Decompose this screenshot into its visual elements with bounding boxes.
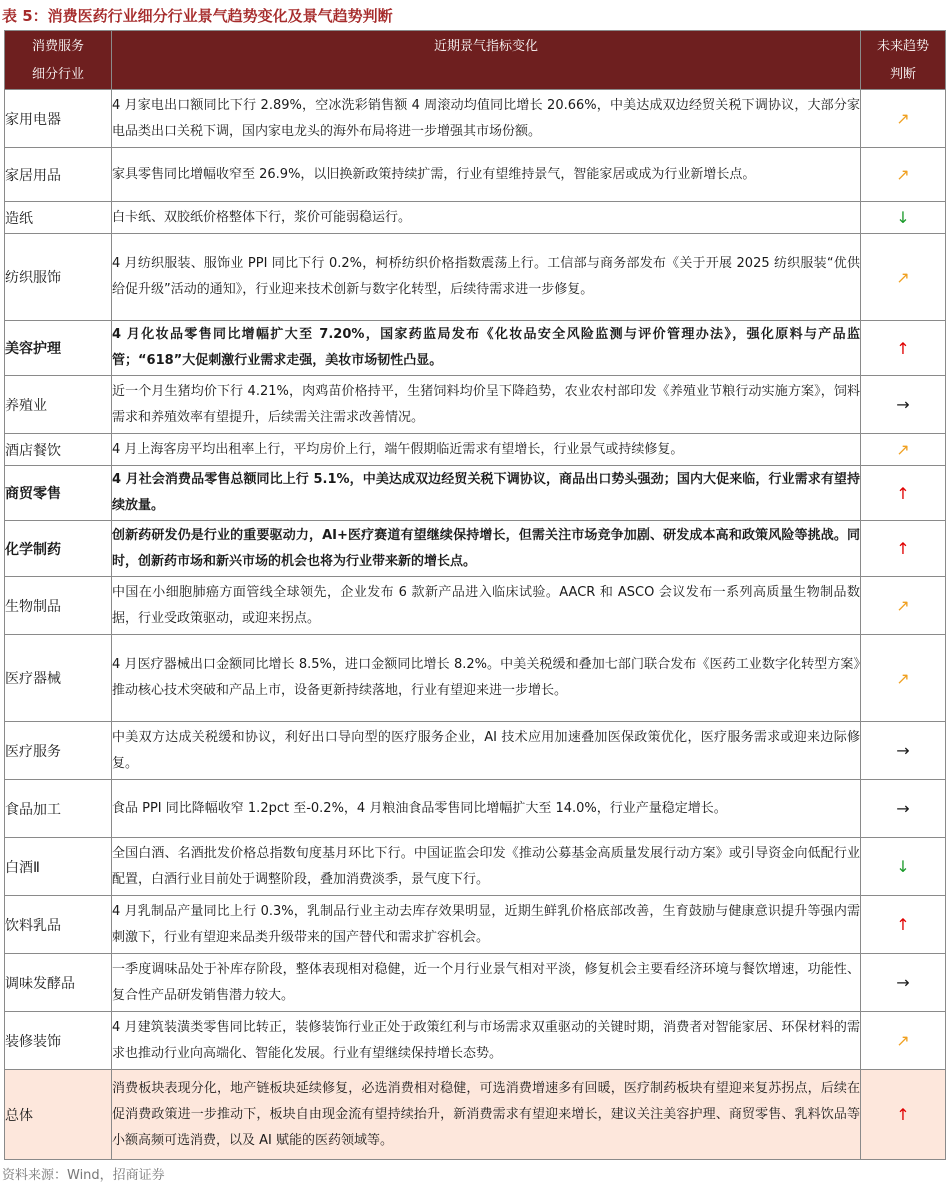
trend-cell [861, 896, 946, 954]
arrow-up-right-icon: ↗ [896, 596, 910, 615]
indicator-cell: 全国白酒、名酒批发价格总指数旬度基月环比下行。中国证监会印发《推动公募基金高质量发展行动方案》或引导资金向低配行业配置，白酒行业目前处于调整阶段，叠加消费淡季，景气度下行。 [112, 838, 861, 896]
indicator-cell: 4 月医疗器械出口金额同比增长 8.5%，进口金额同比增长 8.2%。中美关税缓和叠加七部门联合发布《医药工业数字化转型方案》推动核心技术突破和产品上市，设备更新持续落地，行业有望迎来进一步增长。 [112, 635, 861, 722]
trend-cell [861, 1012, 946, 1070]
table-row [5, 202, 946, 234]
trend-cell [861, 90, 946, 148]
table-row [5, 1070, 946, 1160]
industry-cell: 总体 [5, 1070, 112, 1160]
indicator-cell: 4 月乳制品产量同比上行 0.3%，乳制品行业主动去库存效果明显，近期生鲜乳价格底部改善，生育鼓励与健康意识提升等强内需刺激下，行业有望迎来品类升级带来的国产替代和需求扩容机会。 [112, 896, 861, 954]
arrow-down-icon: ↓ [896, 857, 910, 876]
table-row [5, 234, 946, 321]
trend-cell [861, 376, 946, 434]
table-row [5, 838, 946, 896]
trend-cell [861, 577, 946, 635]
trend-cell [861, 1070, 946, 1160]
arrow-right-icon: → [896, 395, 910, 414]
industry-cell: 医疗服务 [5, 722, 112, 780]
arrow-up-right-icon: ↗ [896, 668, 910, 688]
trend-cell [861, 148, 946, 202]
industry-cell: 白酒Ⅱ [5, 838, 112, 896]
arrow-up-icon: ↑ [896, 483, 910, 503]
table-row [5, 434, 946, 466]
industry-cell: 酒店餐饮 [5, 434, 112, 466]
indicator-cell: 4 月上海客房平均出租率上行，平均房价上行，端午假期临近需求有望增长，行业景气或持续修复。 [112, 434, 861, 466]
indicator-cell: 4 月社会消费品零售总额同比上行 5.1%，中美达成双边经贸关税下调协议，商品出口势头强劲；国内大促来临，行业需求有望持续放量。 [112, 466, 861, 521]
industry-cell: 医疗器械 [5, 635, 112, 722]
header-industry: 消费服务 细分行业 [5, 31, 112, 90]
trend-cell [861, 722, 946, 780]
indicator-cell: 4 月建筑装潢类零售同比转正，装修装饰行业正处于政策红利与市场需求双重驱动的关键时期，消费者对智能家居、环保材料的需求也推动行业向高端化、智能化发展。行业有望继续保持增长态势。 [112, 1012, 861, 1070]
arrow-right-icon: → [896, 799, 910, 818]
industry-cell: 食品加工 [5, 780, 112, 838]
table-body [5, 90, 946, 1160]
industry-cell: 商贸零售 [5, 466, 112, 521]
header-indicators: 近期景气指标变化 [112, 31, 861, 90]
trend-cell [861, 321, 946, 376]
table-row [5, 521, 946, 577]
industry-cell: 饮料乳品 [5, 896, 112, 954]
industry-cell: 养殖业 [5, 376, 112, 434]
arrow-up-right-icon: ↗ [896, 165, 910, 184]
indicator-cell: 食品 PPI 同比降幅收窄 1.2pct 至-0.2%，4 月粮油食品零售同比增幅扩大至 14.0%，行业产量稳定增长。 [112, 780, 861, 838]
trend-cell [861, 434, 946, 466]
trend-cell [861, 954, 946, 1012]
indicator-cell: 消费板块表现分化，地产链板块延续修复，必选消费相对稳健，可选消费增速多有回暖，医疗制药板块有望迎来复苏拐点，后续在促消费政策进一步推动下，板块自由现金流有望持续抬升，新消费需求有望迎来增长，建议关注美容护理、商贸零售、乳料饮品等小额高频可选消费，以及 AI 赋能的医药领域等。 [112, 1070, 861, 1160]
table-row [5, 577, 946, 635]
indicator-cell: 白卡纸、双胶纸价格整体下行，浆价可能弱稳运行。 [112, 202, 861, 234]
industry-cell: 调味发酵品 [5, 954, 112, 1012]
industry-cell: 生物制品 [5, 577, 112, 635]
table-title: 表 5：消费医药行业细分行业景气趋势变化及景气趋势判断 [2, 7, 393, 25]
arrow-up-right-icon: ↗ [896, 1031, 910, 1050]
arrow-up-icon: ↑ [896, 915, 910, 934]
industry-cell: 家居用品 [5, 148, 112, 202]
table-header [5, 31, 946, 90]
table-row [5, 954, 946, 1012]
indicator-cell: 中国在小细胞肺癌方面管线全球领先，企业发布 6 款新产品进入临床试验。AACR 和 ASCO 会议发布一系列高质量生物制品数据，行业受政策驱动，或迎来拐点。 [112, 577, 861, 635]
arrow-up-icon: ↑ [896, 539, 910, 558]
trend-table [4, 30, 946, 1160]
table-row [5, 376, 946, 434]
arrow-up-right-icon: ↗ [896, 109, 910, 128]
trend-cell [861, 234, 946, 321]
header-trend: 未来趋势 判断 [861, 31, 946, 90]
arrow-up-icon: ↑ [896, 1105, 910, 1124]
trend-cell [861, 466, 946, 521]
arrow-right-icon: → [896, 741, 910, 760]
industry-cell: 造纸 [5, 202, 112, 234]
indicator-cell: 家具零售同比增幅收窄至 26.9%，以旧换新政策持续扩需，行业有望维持景气，智能家居或成为行业新增长点。 [112, 148, 861, 202]
industry-cell: 化学制药 [5, 521, 112, 577]
table-row [5, 466, 946, 521]
trend-cell [861, 635, 946, 722]
arrow-up-icon: ↑ [896, 338, 910, 358]
table-row [5, 722, 946, 780]
table-row [5, 321, 946, 376]
arrow-right-icon: → [896, 973, 910, 992]
industry-cell: 纺织服饰 [5, 234, 112, 321]
table-row [5, 148, 946, 202]
industry-cell: 美容护理 [5, 321, 112, 376]
arrow-up-right-icon: ↗ [896, 440, 910, 459]
arrow-up-right-icon: ↗ [896, 267, 910, 287]
trend-cell [861, 202, 946, 234]
trend-cell [861, 838, 946, 896]
source-note: 资料来源：Wind，招商证券 [2, 1168, 165, 1183]
indicator-cell: 4 月家电出口额同比下行 2.89%，空冰洗彩销售额 4 周滚动均值同比增长 20.66%，中美达成双边经贸关税下调协议，大部分家电品类出口关税下调，国内家电龙头的海外布局将进一步增强其市场份额。 [112, 90, 861, 148]
indicator-cell: 一季度调味品处于补库存阶段，整体表现相对稳健，近一个月行业景气相对平淡，修复机会主要看经济环境与餐饮增速，功能性、复合性产品研发销售潜力较大。 [112, 954, 861, 1012]
table-row [5, 90, 946, 148]
indicator-cell: 4 月化妆品零售同比增幅扩大至 7.20%，国家药监局发布《化妆品安全风险监测与评价管理办法》，强化原料与产品监管；“618”大促刺激行业需求走强，美妆市场韧性凸显。 [112, 321, 861, 376]
trend-cell [861, 521, 946, 577]
table-row [5, 1012, 946, 1070]
arrow-down-icon: ↓ [896, 208, 910, 227]
table-row [5, 635, 946, 722]
indicator-cell: 4 月纺织服装、服饰业 PPI 同比下行 0.2%，柯桥纺织价格指数震荡上行。工信部与商务部发布《关于开展 2025 纺织服装“优供给促升级”活动的通知》，行业迎来技术创新与数字化转型，后续待需求进一步修复。 [112, 234, 861, 321]
industry-cell: 家用电器 [5, 90, 112, 148]
table-row [5, 780, 946, 838]
industry-cell: 装修装饰 [5, 1012, 112, 1070]
trend-cell [861, 780, 946, 838]
table-row [5, 896, 946, 954]
indicator-cell: 创新药研发仍是行业的重要驱动力，AI+医疗赛道有望继续保持增长，但需关注市场竞争加剧、研发成本高和政策风险等挑战。同时，创新药市场和新兴市场的机会也将为行业带来新的增长点。 [112, 521, 861, 577]
indicator-cell: 中美双方达成关税缓和协议，利好出口导向型的医疗服务企业，AI 技术应用加速叠加医保政策优化，医疗服务需求或迎来边际修复。 [112, 722, 861, 780]
indicator-cell: 近一个月生猪均价下行 4.21%，肉鸡苗价格持平，生猪饲料均价呈下降趋势，农业农村部印发《养殖业节粮行动实施方案》，饲料需求和养殖效率有望提升，后续需关注需求改善情况。 [112, 376, 861, 434]
